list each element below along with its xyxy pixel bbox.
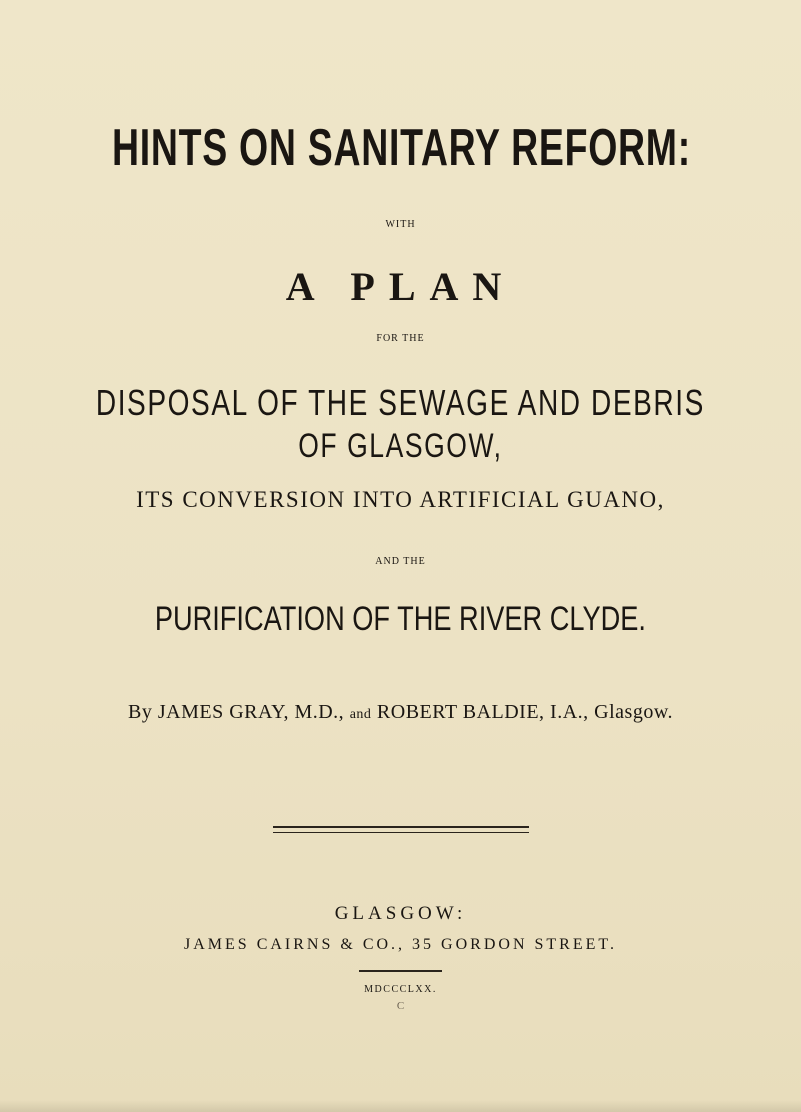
- byline-author-1: JAMES GRAY, M.D.,: [157, 701, 345, 723]
- byline: [0, 701, 801, 724]
- byline-by: By: [128, 701, 153, 723]
- double-rule-divider: [273, 826, 529, 833]
- subject-line-2: OF GLASGOW,: [298, 427, 503, 465]
- a-plan-heading: A PLAN: [285, 264, 516, 309]
- byline-author-2: ROBERT BALDIE, I.A.,: [376, 701, 589, 723]
- conversion-line: ITS CONVERSION INTO ARTIFICIAL GUANO,: [136, 487, 665, 512]
- and-the-label: AND THE: [375, 556, 426, 567]
- publisher-address: JAMES CAIRNS & CO., 35 GORDON STREET.: [184, 936, 617, 953]
- byline-place: Glasgow.: [594, 701, 673, 723]
- book-title: HINTS ON SANITARY REFORM:: [112, 119, 691, 177]
- signature-mark: C: [396, 1000, 405, 1012]
- single-rule-divider: [359, 970, 442, 972]
- with-label: WITH: [385, 219, 416, 230]
- publication-year: MDCCCLXX.: [364, 984, 437, 995]
- page-edge-shadow: [0, 1100, 801, 1112]
- publisher-city: GLASGOW:: [334, 903, 467, 924]
- purification-line: PURIFICATION OF THE RIVER CLYDE.: [154, 600, 646, 638]
- subject-line-1: DISPOSAL OF THE SEWAGE AND DEBRIS: [95, 382, 705, 423]
- byline-and: and: [349, 707, 372, 722]
- for-the-label: FOR THE: [376, 333, 425, 344]
